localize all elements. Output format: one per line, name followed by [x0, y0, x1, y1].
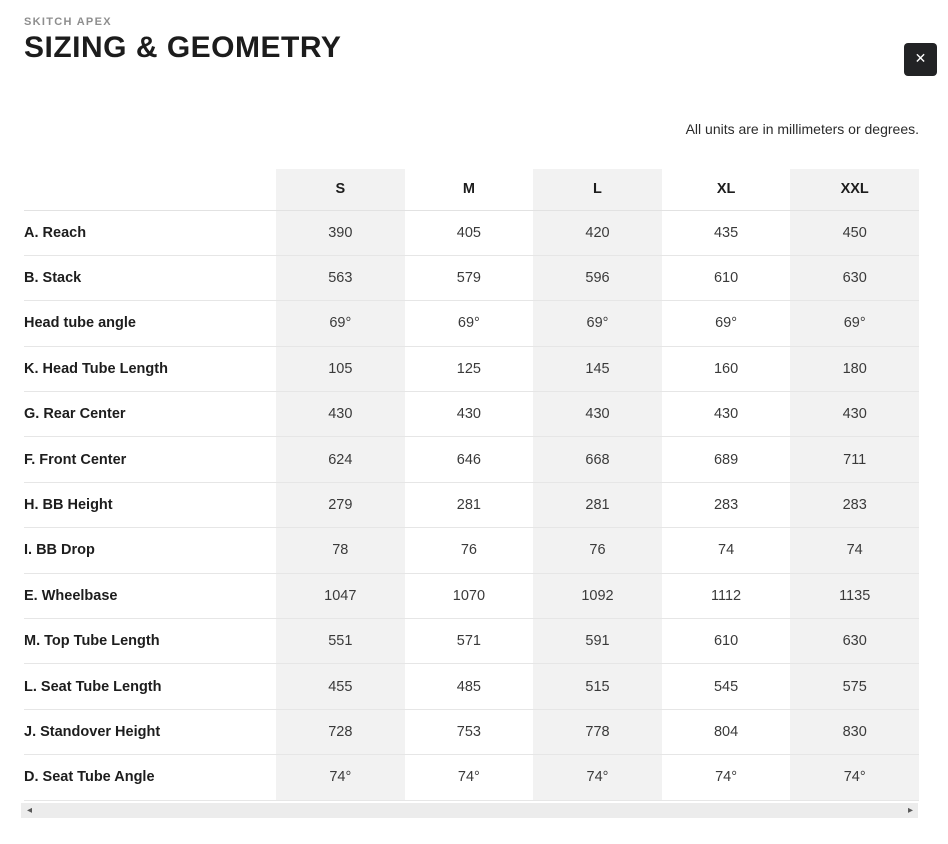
- value-cell: 74°: [405, 755, 534, 800]
- table-row: [24, 709, 919, 754]
- geometry-table: [24, 169, 919, 801]
- value-cell: 1092: [533, 573, 662, 618]
- row-label: H. BB Height: [24, 482, 276, 527]
- table-row: [24, 392, 919, 437]
- value-cell: 1070: [405, 573, 534, 618]
- value-cell: 630: [790, 619, 919, 664]
- value-cell: 689: [662, 437, 791, 482]
- table-row: [24, 255, 919, 300]
- value-cell: 74°: [662, 755, 791, 800]
- value-cell: 74°: [276, 755, 405, 800]
- row-label: D. Seat Tube Angle: [24, 755, 276, 800]
- value-cell: 455: [276, 664, 405, 709]
- horizontal-scrollbar[interactable]: [21, 803, 918, 818]
- value-cell: 630: [790, 255, 919, 300]
- table-row: [24, 437, 919, 482]
- close-icon: ✕: [914, 51, 927, 67]
- value-cell: 575: [790, 664, 919, 709]
- value-cell: 105: [276, 346, 405, 391]
- value-cell: 563: [276, 255, 405, 300]
- value-cell: 596: [533, 255, 662, 300]
- column-header-s: S: [276, 169, 405, 210]
- close-button[interactable]: [904, 43, 937, 76]
- value-cell: 778: [533, 709, 662, 754]
- column-header-m: M: [405, 169, 534, 210]
- value-cell: 1112: [662, 573, 791, 618]
- value-cell: 591: [533, 619, 662, 664]
- value-cell: 69°: [276, 301, 405, 346]
- value-cell: 76: [533, 528, 662, 573]
- value-cell: 405: [405, 210, 534, 255]
- value-cell: 69°: [662, 301, 791, 346]
- value-cell: 125: [405, 346, 534, 391]
- row-label: G. Rear Center: [24, 392, 276, 437]
- value-cell: 610: [662, 619, 791, 664]
- table-row: [24, 573, 919, 618]
- value-cell: 283: [790, 482, 919, 527]
- value-cell: 279: [276, 482, 405, 527]
- value-cell: 281: [533, 482, 662, 527]
- row-label: F. Front Center: [24, 437, 276, 482]
- sizing-geometry-modal: [0, 16, 948, 844]
- row-label: Head tube angle: [24, 301, 276, 346]
- value-cell: 430: [790, 392, 919, 437]
- product-name: SKITCH APEX: [24, 16, 112, 28]
- value-cell: 430: [662, 392, 791, 437]
- value-cell: 610: [662, 255, 791, 300]
- value-cell: 485: [405, 664, 534, 709]
- value-cell: 579: [405, 255, 534, 300]
- value-cell: 160: [662, 346, 791, 391]
- table-row: [24, 210, 919, 255]
- value-cell: 78: [276, 528, 405, 573]
- column-header-l: L: [533, 169, 662, 210]
- value-cell: 551: [276, 619, 405, 664]
- value-cell: 74: [790, 528, 919, 573]
- units-note: All units are in millimeters or degrees.: [685, 121, 919, 137]
- table-row: [24, 301, 919, 346]
- value-cell: 571: [405, 619, 534, 664]
- table-row: [24, 619, 919, 664]
- value-cell: 281: [405, 482, 534, 527]
- table-row: [24, 528, 919, 573]
- value-cell: 430: [533, 392, 662, 437]
- value-cell: 450: [790, 210, 919, 255]
- value-cell: 728: [276, 709, 405, 754]
- scroll-right-icon[interactable]: ▸: [907, 804, 913, 816]
- row-label: B. Stack: [24, 255, 276, 300]
- table-row: [24, 755, 919, 800]
- value-cell: 668: [533, 437, 662, 482]
- value-cell: 711: [790, 437, 919, 482]
- value-cell: 69°: [533, 301, 662, 346]
- value-cell: 390: [276, 210, 405, 255]
- value-cell: 76: [405, 528, 534, 573]
- value-cell: 145: [533, 346, 662, 391]
- table-row: [24, 482, 919, 527]
- column-header-xxl: XXL: [790, 169, 919, 210]
- value-cell: 283: [662, 482, 791, 527]
- column-header-xl: XL: [662, 169, 791, 210]
- value-cell: 74: [662, 528, 791, 573]
- row-label: K. Head Tube Length: [24, 346, 276, 391]
- row-label: M. Top Tube Length: [24, 619, 276, 664]
- row-label: E. Wheelbase: [24, 573, 276, 618]
- value-cell: 804: [662, 709, 791, 754]
- value-cell: 753: [405, 709, 534, 754]
- table-row: [24, 346, 919, 391]
- value-cell: 69°: [405, 301, 534, 346]
- scroll-left-icon[interactable]: ◂: [27, 804, 33, 816]
- row-label: L. Seat Tube Length: [24, 664, 276, 709]
- table-header-row: [24, 169, 919, 210]
- value-cell: 830: [790, 709, 919, 754]
- table-row: [24, 664, 919, 709]
- value-cell: 430: [276, 392, 405, 437]
- value-cell: 74°: [790, 755, 919, 800]
- row-label: I. BB Drop: [24, 528, 276, 573]
- value-cell: 74°: [533, 755, 662, 800]
- row-label-header: [24, 169, 276, 210]
- value-cell: 515: [533, 664, 662, 709]
- value-cell: 624: [276, 437, 405, 482]
- value-cell: 1135: [790, 573, 919, 618]
- value-cell: 430: [405, 392, 534, 437]
- value-cell: 1047: [276, 573, 405, 618]
- value-cell: 435: [662, 210, 791, 255]
- value-cell: 420: [533, 210, 662, 255]
- value-cell: 545: [662, 664, 791, 709]
- row-label: A. Reach: [24, 210, 276, 255]
- row-label: J. Standover Height: [24, 709, 276, 754]
- page-title: SIZING & GEOMETRY: [24, 31, 342, 64]
- value-cell: 646: [405, 437, 534, 482]
- value-cell: 180: [790, 346, 919, 391]
- value-cell: 69°: [790, 301, 919, 346]
